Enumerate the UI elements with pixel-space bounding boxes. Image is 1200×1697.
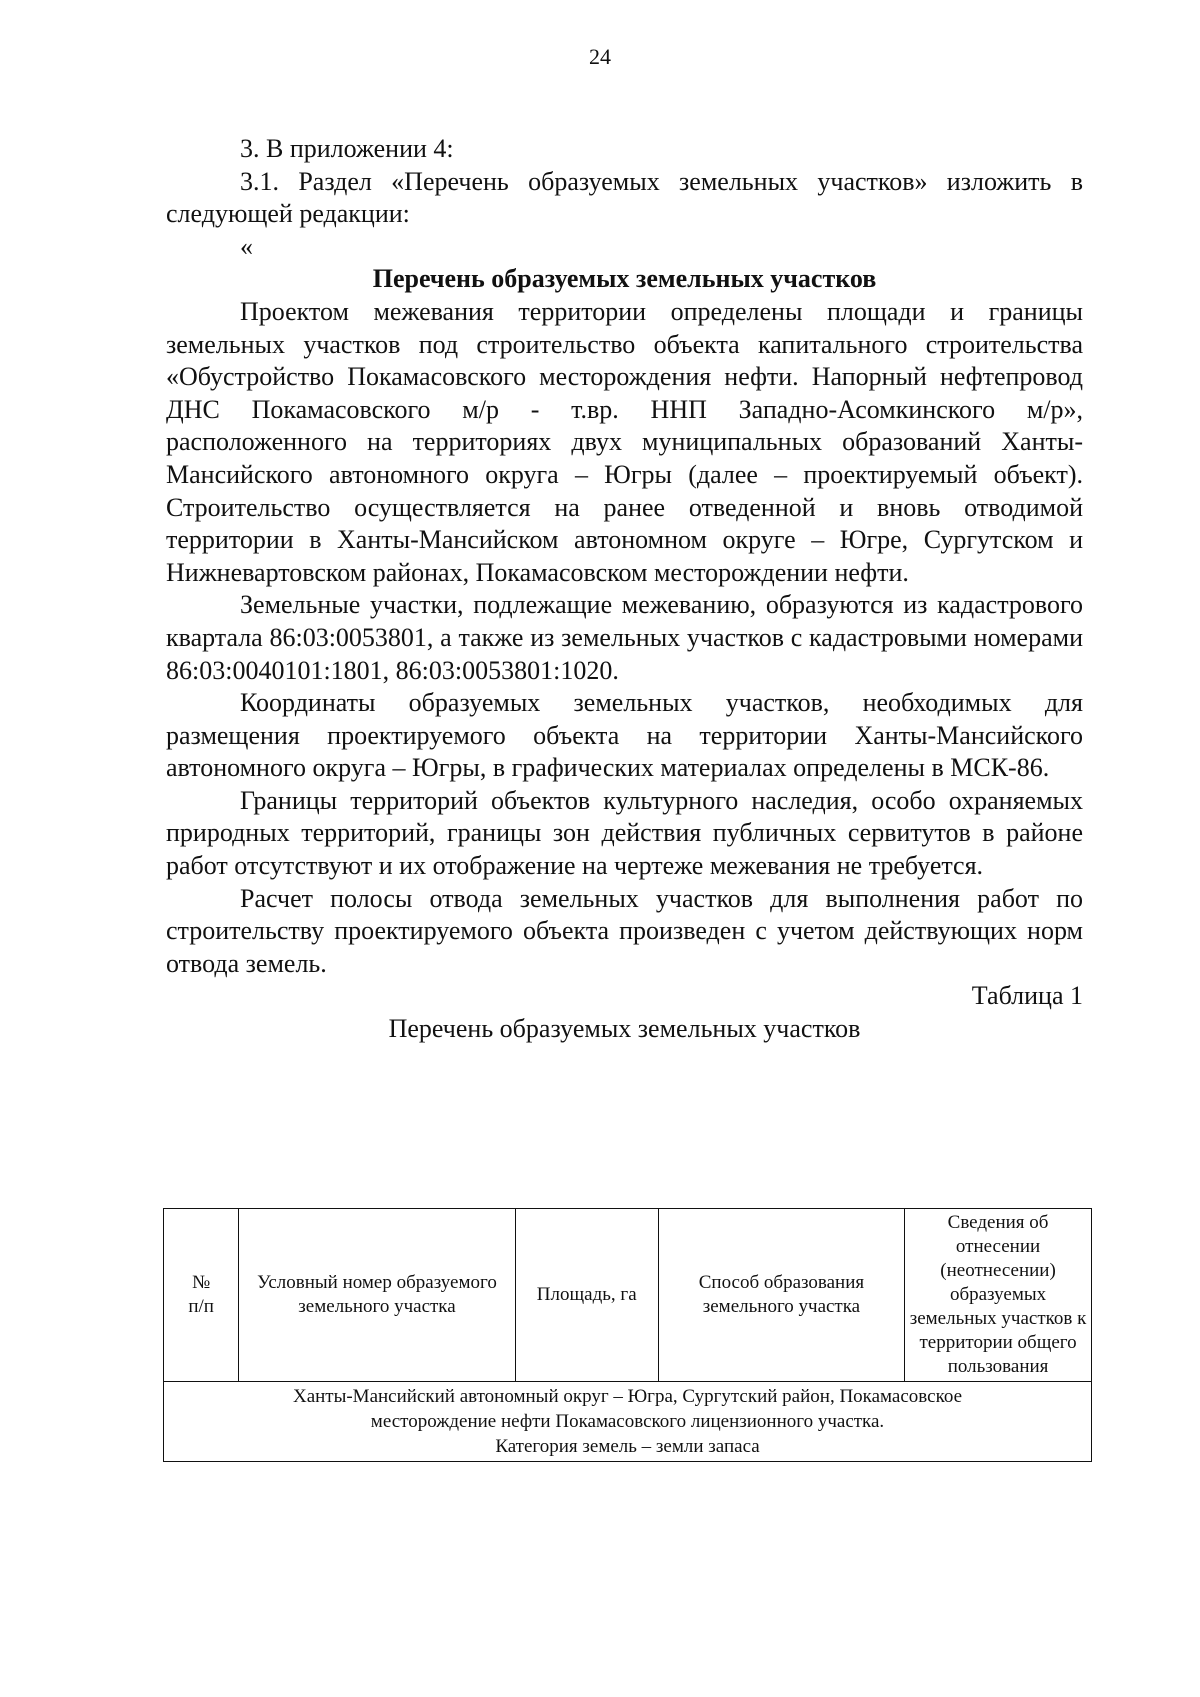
header-number-symbol: №	[192, 1272, 211, 1293]
appendix-item: 3. В приложении 4:	[240, 134, 454, 163]
header-area: Площадь, га	[515, 1209, 658, 1382]
header-number	[164, 1209, 239, 1382]
region-line-2: месторождение нефти Покамасовского лицензионного участка.	[370, 1411, 885, 1432]
paragraph-boundaries: Границы территорий объектов культурного наследия, особо охраняемых природных территорий, границы зон действия публичных сервитутов в районе работ отсутствуют и их отображение на чертеже межевания не требуется.	[166, 785, 1083, 881]
header-number-abbrev: п/п	[188, 1296, 214, 1317]
opening-quote: «	[240, 231, 253, 261]
header-public-use-info: Сведения об отнесении (неотнесении) образуемых земельных участков к территории общего пользования	[905, 1209, 1092, 1382]
header-method: Способ образования земельного участка	[658, 1209, 904, 1382]
section-instruction: 3.1. Раздел «Перечень образуемых земельных участков» изложить в следующей редакции:	[166, 166, 1083, 229]
paragraph-calculation: Расчет полосы отвода земельных участков для выполнения работ по строительству проектируемого объекта произведен с учетом действующих норм отвода земель.	[166, 883, 1083, 978]
document-body	[166, 133, 1083, 1046]
table-title: Перечень образуемых земельных участков	[388, 1014, 861, 1044]
page-number: 24	[589, 44, 611, 69]
paragraph-coordinates: Координаты образуемых земельных участков, необходимых для размещения проектируемого объекта на территории Ханты-Мансийского автономного округа – Югры, в графических материалах определены в МСК-86.	[166, 688, 1083, 783]
header-conditional-number: Условный номер образуемого земельного участка	[239, 1209, 515, 1382]
paragraph-cadastral: Земельные участки, подлежащие межеванию, образуются из кадастрового квартала 86:03:0053801, а также из земельных участков с кадастровыми номерами 86:03:0040101:1801, 86:03:0053801:1020.	[166, 590, 1083, 685]
region-line-1: Ханты-Мансийский автономный округ – Югра, Сургутский район, Покамасовское	[292, 1386, 963, 1407]
section-heading: Перечень образуемых земельных участков	[372, 264, 877, 294]
parcels-table	[163, 1208, 1092, 1462]
region-line-3: Категория земель – земли запаса	[495, 1436, 760, 1457]
region-cell	[164, 1382, 1092, 1462]
table-header-row	[164, 1209, 1092, 1382]
table-region-row	[164, 1382, 1092, 1462]
table-label: Таблица 1	[971, 981, 1083, 1011]
paragraph-project-description: Проектом межевания территории определены площади и границы земельных участков под строительство объекта капитального строительства «Обустройство Покамасовского месторождения нефти. Напорный нефтепровод ДНС Покамасовского м/р - т.вр. ННП Западно-Асомкинского м/р», расположенного на территориях двух муниципальных образований Ханты-Мансийского автономного округа – Югры (далее – проектируемый объект). Строительство осуществляется на ранее отведенной и вновь отводимой территории в Ханты-Мансийском автономном округе – Югре, Сургутском и Нижневартовском районах, Покамасовском месторождении нефти.	[166, 296, 1083, 587]
